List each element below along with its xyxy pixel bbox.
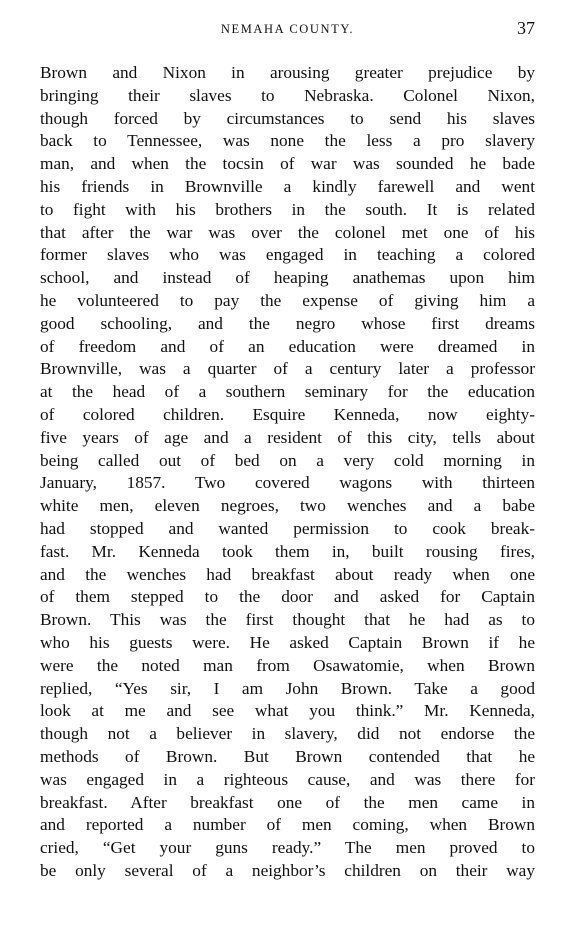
text-line: Brown and Nixon in arousing greater prejudice by [40, 63, 535, 82]
text-line: who his guests were. He asked Captain Brown if he [40, 632, 535, 652]
page-number: 37 [517, 18, 535, 38]
text-line: of them stepped to the door and asked for Captain [40, 587, 535, 607]
text-line: that after the war was over the colonel met one of his [40, 222, 535, 242]
text-line: bringing their slaves to Nebraska. Colonel Nixon, [40, 85, 535, 105]
text-line: though forced by circumstances to send his slaves [40, 108, 535, 128]
text-line: former slaves who was engaged in teaching a colored [40, 245, 535, 265]
text-line: replied, “Yes sir, I am John Brown. Take a good [40, 678, 535, 698]
text-line: had stopped and wanted permission to cook break- [40, 518, 535, 538]
text-line: man, and when the tocsin of war was sounded he bade [40, 154, 535, 174]
text-line: were the noted man from Osawatomie, when Brown [40, 655, 535, 675]
text-line: and reported a number of men coming, when Brown [40, 815, 535, 835]
text-line: of colored children. Esquire Kenneda, now eighty- [40, 404, 535, 424]
text-line: fast. Mr. Kenneda took them in, built rousing fires, [40, 541, 535, 561]
text-line: he volunteered to pay the expense of giving him a [40, 290, 535, 310]
text-line: his friends in Brownville a kindly farewell and went [40, 176, 535, 196]
text-line: good schooling, and the negro whose first dreams [40, 313, 535, 333]
text-line: breakfast. After breakfast one of the men came in [40, 792, 535, 812]
text-line: back to Tennessee, was none the less a pro slavery [40, 131, 535, 151]
text-line: white men, eleven negroes, two wenches and a babe [40, 496, 535, 516]
running-head: NEMAHA COUNTY. [220, 22, 355, 36]
text-line: at the head of a southern seminary for the education [40, 382, 535, 402]
text-line: cried, “Get your guns ready.” The men proved to [40, 838, 535, 858]
text-line: of freedom and of an education were dreamed in [40, 336, 535, 356]
text-line: school, and instead of heaping anathemas upon him [40, 268, 535, 288]
page-header [40, 18, 535, 40]
text-line: methods of Brown. But Brown contended that he [40, 746, 535, 766]
text-line: though not a believer in slavery, did not endorse the [40, 724, 535, 744]
text-line: and the wenches had breakfast about ready when one [40, 564, 535, 584]
text-line: be only several of a neighbor’s children on their way [40, 860, 535, 880]
text-line: Brownville, was a quarter of a century later a professor [40, 359, 535, 379]
text-line: five years of age and a resident of this city, tells about [40, 427, 535, 447]
text-line: Brown. This was the first thought that he had as to [40, 610, 535, 630]
text-line: to fight with his brothers in the south. It is related [40, 199, 535, 219]
text-line: was engaged in a righteous cause, and was there for [40, 769, 535, 789]
text-line: being called out of bed on a very cold morning in [40, 450, 535, 470]
text-line: January, 1857. Two covered wagons with thirteen [40, 473, 535, 493]
body-text [40, 62, 535, 883]
text-line: look at me and see what you think.” Mr. Kenneda, [40, 701, 535, 721]
